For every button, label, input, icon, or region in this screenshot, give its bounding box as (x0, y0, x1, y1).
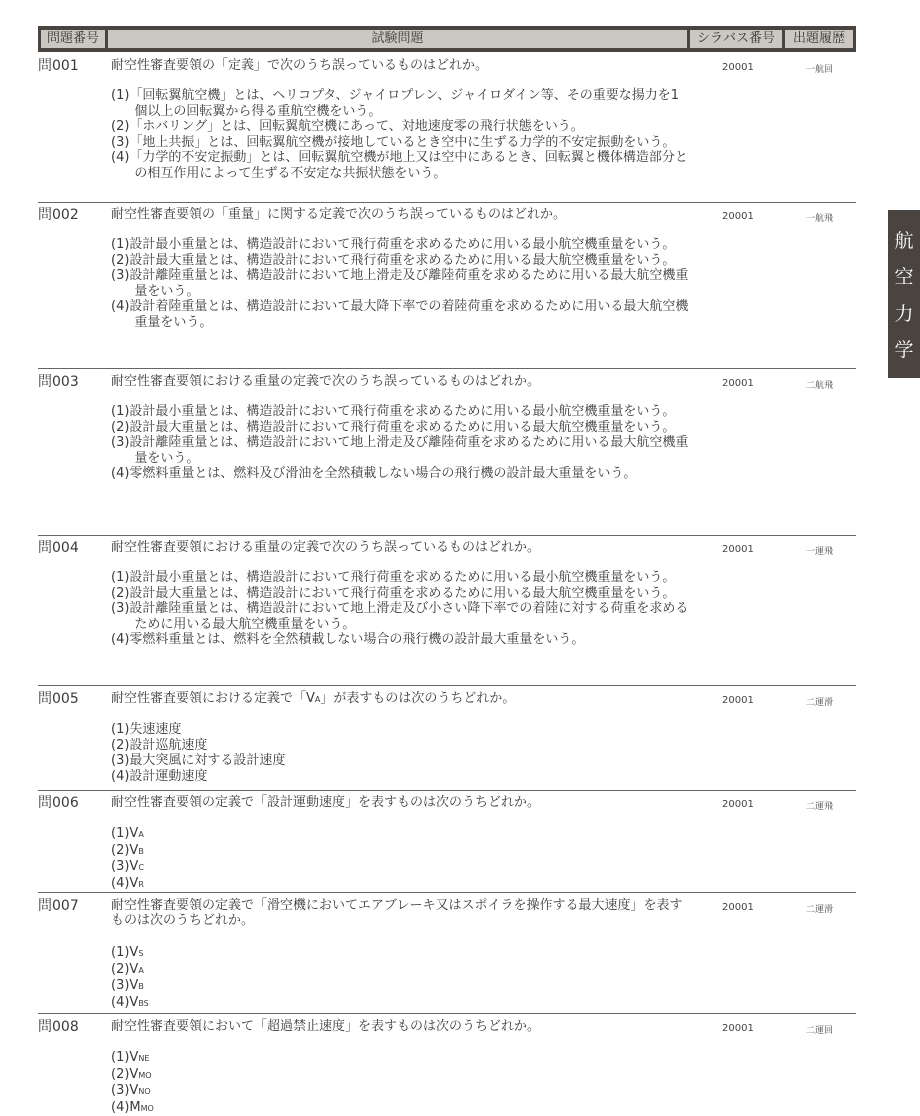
choice-item: (3)最大突風に対する設計速度 (111, 753, 691, 769)
choice-item: (3)VNO (111, 1083, 691, 1100)
question-block (38, 207, 856, 369)
question-block (38, 898, 856, 1014)
syllabus-number: 20001 (722, 1023, 754, 1034)
header-question-number: 問題番号 (41, 30, 105, 48)
choice-item: (2)設計最大重量とは、構造設計において飛行荷重を求めるために用いる最大航空機重量をいう。 (111, 253, 691, 269)
exam-history: 一航飛 (806, 211, 833, 224)
question-text: 耐空性審査要領の定義で「設計運動速度」を表すものは次のうちどれか。 (111, 795, 691, 810)
exam-history: 二運飛 (806, 799, 833, 812)
syllabus-number: 20001 (722, 211, 754, 222)
choice-item: (2)設計最大重量とは、構造設計において飛行荷重を求めるために用いる最大航空機重量をいう。 (111, 586, 691, 602)
question-block (38, 1019, 856, 1104)
question-number: 問004 (38, 540, 79, 556)
choice-item: (1)VA (111, 826, 691, 843)
question-block (38, 691, 856, 791)
choice-list (111, 237, 691, 330)
table-header (38, 26, 856, 52)
choice-item: (1)設計最小重量とは、構造設計において飛行荷重を求めるために用いる最小航空機重量をいう。 (111, 570, 691, 586)
question-text: 耐空性審査要領の定義で「滑空機においてエアブレーキ又はスポイラを操作する最大速度」を表すものは次のうちどれか。 (111, 898, 691, 928)
choice-item: (1)VS (111, 945, 691, 962)
syllabus-number: 20001 (722, 695, 754, 706)
choice-item: (3)VC (111, 859, 691, 876)
choice-item: (4)設計運動速度 (111, 769, 691, 785)
syllabus-number: 20001 (722, 902, 754, 913)
question-number: 問001 (38, 58, 79, 74)
header-syllabus: シラバス番号 (690, 30, 782, 48)
choice-item: (3)設計離陸重量とは、構造設計において地上滑走及び離陸荷重を求めるために用いる最大航空機重量をいう。 (111, 435, 691, 466)
subject-side-tab (888, 210, 920, 378)
question-number: 問007 (38, 898, 79, 914)
choice-item: (4)MMO (111, 1100, 691, 1116)
question-block (38, 374, 856, 536)
exam-history: 二運回 (806, 1023, 833, 1036)
choice-item: (4)VR (111, 876, 691, 893)
header-history: 出題履歴 (785, 30, 853, 48)
side-tab-char: 学 (894, 335, 913, 362)
question-text: 耐空性審査要領における重量の定義で次のうち誤っているものはどれか。 (111, 540, 691, 555)
exam-history: 二運滑 (806, 695, 833, 708)
choice-item: (2)設計最大重量とは、構造設計において飛行荷重を求めるために用いる最大航空機重量をいう。 (111, 420, 691, 436)
choice-item: (2)VA (111, 962, 691, 979)
side-tab-char: 航 (894, 226, 913, 253)
question-text: 耐空性審査要領における定義で「VA」が表すものは次のうちどれか。 (111, 691, 691, 707)
choice-item: (4)VBS (111, 995, 691, 1012)
syllabus-number: 20001 (722, 62, 754, 73)
exam-history: 一運飛 (806, 544, 833, 557)
side-tab-char: 力 (894, 299, 913, 326)
exam-history: 一航回 (806, 62, 833, 75)
choice-list (111, 1050, 691, 1116)
header-question: 試験問題 (108, 30, 687, 48)
choice-item: (1)設計最小重量とは、構造設計において飛行荷重を求めるために用いる最小航空機重量をいう。 (111, 237, 691, 253)
choice-item: (4)零燃料重量とは、燃料を全然積載しない場合の飛行機の設計最大重量をいう。 (111, 632, 691, 648)
choice-item: (1)設計最小重量とは、構造設計において飛行荷重を求めるために用いる最小航空機重量をいう。 (111, 404, 691, 420)
choice-item: (3)「地上共振」とは、回転翼航空機が接地しているとき空中に生ずる力学的不安定振動をいう。 (111, 135, 691, 151)
choice-item: (1)「回転翼航空機」とは、ヘリコプタ、ジャイロプレン、ジャイロダイン等、その重要な揚力を1個以上の回転翼から得る重航空機をいう。 (111, 88, 691, 119)
question-number: 問006 (38, 795, 79, 811)
choice-item: (1)失速速度 (111, 722, 691, 738)
syllabus-number: 20001 (722, 378, 754, 389)
question-block (38, 795, 856, 893)
choice-item: (2)VB (111, 843, 691, 860)
choice-item: (2)設計巡航速度 (111, 738, 691, 754)
question-text: 耐空性審査要領の「重量」に関する定義で次のうち誤っているものはどれか。 (111, 207, 691, 222)
choice-list (111, 722, 691, 784)
choice-item: (1)VNE (111, 1050, 691, 1067)
choice-list (111, 826, 691, 892)
question-block (38, 58, 856, 203)
choice-list (111, 88, 691, 181)
choice-list (111, 404, 691, 482)
question-block (38, 540, 856, 686)
choice-list (111, 945, 691, 1011)
choice-item: (4)設計着陸重量とは、構造設計において最大降下率での着陸荷重を求めるために用いる最大航空機重量をいう。 (111, 299, 691, 330)
side-tab-char: 空 (894, 262, 913, 289)
choice-item: (3)設計離陸重量とは、構造設計において地上滑走及び小さい降下率での着陸に対する荷重を求めるために用いる最大航空機重量をいう。 (111, 601, 691, 632)
question-text: 耐空性審査要領における重量の定義で次のうち誤っているものはどれか。 (111, 374, 691, 389)
choice-item: (2)「ホバリング」とは、回転翼航空機にあって、対地速度零の飛行状態をいう。 (111, 119, 691, 135)
question-number: 問002 (38, 207, 79, 223)
question-text: 耐空性審査要領において「超過禁止速度」を表すものは次のうちどれか。 (111, 1019, 691, 1034)
question-text: 耐空性審査要領の「定義」で次のうち誤っているものはどれか。 (111, 58, 691, 73)
choice-list (111, 570, 691, 648)
question-number: 問005 (38, 691, 79, 707)
choice-item: (2)VMO (111, 1067, 691, 1084)
question-number: 問008 (38, 1019, 79, 1035)
syllabus-number: 20001 (722, 799, 754, 810)
exam-history: 二運滑 (806, 902, 833, 915)
exam-history: 二航飛 (806, 378, 833, 391)
question-number: 問003 (38, 374, 79, 390)
choice-item: (3)VB (111, 978, 691, 995)
choice-item: (4)零燃料重量とは、燃料及び滑油を全然積載しない場合の飛行機の設計最大重量をいう。 (111, 466, 691, 482)
syllabus-number: 20001 (722, 544, 754, 555)
choice-item: (3)設計離陸重量とは、構造設計において地上滑走及び離陸荷重を求めるために用いる最大航空機重量をいう。 (111, 268, 691, 299)
choice-item: (4)「力学的不安定振動」とは、回転翼航空機が地上又は空中にあるとき、回転翼と機体構造部分との相互作用によって生ずる不安定な共振状態をいう。 (111, 150, 691, 181)
